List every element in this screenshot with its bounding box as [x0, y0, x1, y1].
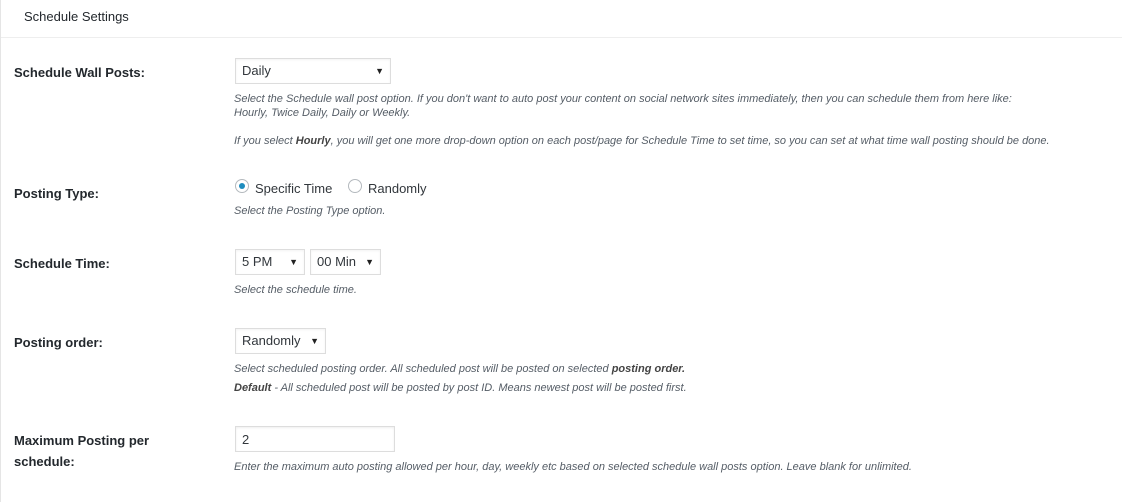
- posting-order-description: [234, 362, 1114, 376]
- posting-type-description: Select the Posting Type option.: [234, 205, 386, 217]
- schedule-time-hour-select[interactable]: [235, 249, 305, 275]
- posting-order-default-note: [234, 381, 1114, 395]
- hourly-note-bold: Hourly: [295, 135, 331, 147]
- triangle-down-icon: ▼: [310, 336, 319, 346]
- title-divider: [1, 37, 1122, 38]
- schedule-time-minute-value: 00 Min: [317, 254, 357, 269]
- triangle-down-icon: ▼: [365, 257, 374, 267]
- schedule-wall-posts-description: [234, 92, 1114, 120]
- posting-type-radio-randomly[interactable]: [348, 179, 362, 193]
- schedule-time-description: Select the schedule time.: [234, 284, 357, 296]
- triangle-down-icon: ▼: [375, 66, 384, 76]
- max-posting-label-line1: Maximum Posting per: [14, 433, 150, 448]
- schedule-wall-posts-desc-line1: Select the Schedule wall post option. If you don't want to auto post your content on social network sites immediately, then you can schedule them from here like:: [234, 93, 1012, 105]
- posting-order-value: Randomly: [242, 333, 301, 348]
- schedule-time-label: Schedule Time:: [14, 256, 110, 271]
- posting-type-label: Posting Type:: [14, 186, 99, 201]
- panel-title: Schedule Settings: [24, 9, 129, 24]
- posting-order-desc-bold: posting order.: [611, 363, 686, 375]
- schedule-wall-posts-desc-line2: Hourly, Twice Daily, Daily or Weekly.: [234, 107, 411, 119]
- schedule-wall-posts-hourly-note: [234, 134, 1114, 148]
- max-posting-label: [14, 430, 149, 472]
- posting-order-default-bold: Default: [234, 382, 272, 394]
- posting-order-default-suffix: - All scheduled post will be posted by post ID. Means newest post will be posted first.: [271, 382, 687, 394]
- max-posting-description: Enter the maximum auto posting allowed per hour, day, weekly etc based on selected schedule wall posts option. Leave blank for unlimited.: [234, 461, 912, 473]
- hourly-note-suffix: , you will get one more drop-down option on each post/page for Schedule Time to set time, so you can set at what time wall posting should be done.: [330, 135, 1050, 147]
- schedule-time-hour-value: 5 PM: [242, 254, 273, 269]
- posting-order-label: Posting order:: [14, 335, 103, 350]
- schedule-wall-posts-label: Schedule Wall Posts:: [14, 65, 145, 80]
- posting-type-option-specific-time[interactable]: Specific Time: [255, 181, 333, 196]
- posting-type-option-randomly[interactable]: Randomly: [368, 181, 427, 196]
- posting-order-select[interactable]: [235, 328, 326, 354]
- max-posting-label-line2: schedule:: [14, 454, 75, 469]
- panel-border: [0, 0, 1, 502]
- hourly-note-prefix: If you select: [234, 135, 296, 147]
- triangle-down-icon: ▼: [289, 257, 298, 267]
- posting-order-desc-prefix: Select scheduled posting order. All scheduled post will be posted on selected: [234, 363, 612, 375]
- schedule-wall-posts-value: Daily: [242, 63, 271, 78]
- posting-type-radio-specific-time[interactable]: [235, 179, 249, 193]
- max-posting-input[interactable]: [235, 426, 395, 452]
- schedule-wall-posts-select[interactable]: [235, 58, 391, 84]
- schedule-time-minute-select[interactable]: [310, 249, 381, 275]
